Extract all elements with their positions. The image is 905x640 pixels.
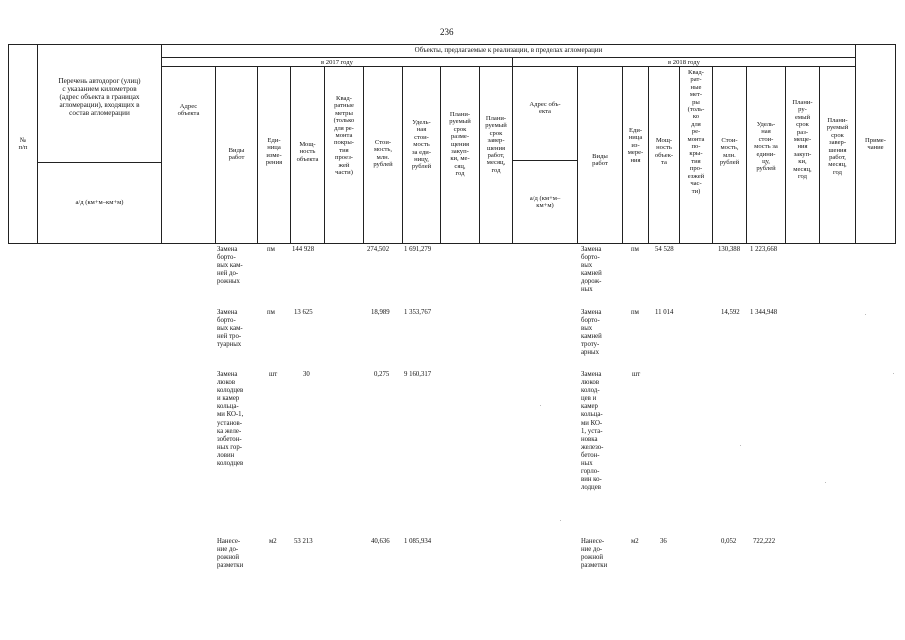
capacity-2017: 53 213: [294, 538, 313, 545]
header-year-2018: в 2018 году: [512, 57, 856, 67]
unit-2017: пм: [267, 309, 275, 316]
header-2018-unit: Еди- ница из- мере- ния: [622, 66, 649, 244]
work-type-2018: Нанесе- ние до- рожной разметки: [581, 538, 608, 570]
header-2017-plan-purchase: Плани- руемый срок разме- щения закуп- ки, ме- сяц, год: [440, 66, 480, 244]
unit-2017: м2: [269, 538, 277, 545]
capacity-2018: 36: [660, 538, 667, 545]
cost-2017: 274,502: [367, 246, 390, 253]
cost-2017: 0,275: [374, 371, 390, 378]
cost-2017: 18,989: [371, 309, 390, 316]
capacity-2018: 54 528: [655, 246, 674, 253]
work-type-2018: Замена люков колод- цев и камер кольца- ми КО- 1, уста- новка железо- бетон- ных горло- вин ко- лодцев: [581, 371, 604, 492]
header-2018-unit-cost: Удель- ная стои- мость за едини- цу, рублей: [746, 66, 786, 244]
scan-speck: [893, 373, 894, 374]
capacity-2018: 11 014: [655, 309, 674, 316]
scan-speck: [825, 482, 826, 483]
cost-2018: 14,592: [721, 309, 740, 316]
header-2018-address-sub: а/д (км+м– км+м): [512, 160, 578, 244]
unit-cost-2018: 1 223,668: [750, 246, 778, 253]
header-2018-address: Адрес объ- екта: [512, 66, 578, 161]
work-type-2017: Замена борто- вых кам- ней до- рожных: [217, 246, 243, 286]
header-2017-capacity: Мощ- ность объекта: [290, 66, 325, 244]
page-number: 236: [440, 27, 454, 37]
cost-2018: 0,052: [721, 538, 737, 545]
header-2017-cost: Стои- мость, млн. рублей: [363, 66, 403, 244]
header-2017-address: Адрес объекта: [161, 66, 216, 244]
header-roads-sub: а/д (км+м–км+м): [37, 162, 162, 244]
header-2017-area: Квад- ратные метры (только для ре- монта покры- тия проез- жей части): [324, 66, 364, 244]
header-2018-capacity: Мощ- ность объек- та: [648, 66, 680, 244]
unit-2017: шт: [269, 371, 278, 378]
header-2017-work: Виды работ: [215, 66, 258, 244]
unit-cost-2018: 722,222: [753, 538, 776, 545]
header-2018-plan-finish: Плани- руемый срок завер- шения работ, месяц, год: [819, 66, 856, 244]
capacity-2017: 13 625: [294, 309, 313, 316]
unit-2018: пм: [631, 246, 639, 253]
header-num: № п/п: [8, 44, 38, 244]
work-type-2017: Замена люков колодцев и камер кольца- ми КО-1, установ- ка желе- зобетон- ных гор- ловин колодцев: [217, 371, 244, 468]
capacity-2017: 144 928: [292, 246, 315, 253]
work-type-2018: Замена борто- вых камней троту- арных: [581, 309, 602, 357]
work-type-2018: Замена борто- вых камней дорож- ных: [581, 246, 602, 294]
unit-2017: пм: [267, 246, 275, 253]
header-group: Объекты, предлагаемые к реализации, в пределах агломерации: [161, 44, 856, 58]
cost-2018: 130,388: [718, 246, 741, 253]
unit-cost-2017: 1 691,279: [404, 246, 432, 253]
header-2018-work: Виды работ: [577, 66, 623, 244]
scan-speck: [560, 520, 561, 521]
header-2017-plan-finish: Плани- руемый срок завер- шения работ, месяц, год: [479, 66, 513, 244]
header-remark: Приме- чание: [855, 44, 896, 244]
scan-speck: [540, 405, 541, 406]
unit-2018: шт: [632, 371, 641, 378]
header-roads: Перечень автодорог (улиц) с указанием километров (адрес объекта в границах агломерации), входящих в состав агломерации: [37, 44, 162, 163]
header-2018-plan-purchase: Плани- ру- емый срок раз- меще- ния закуп- ки, месяц, год: [785, 66, 820, 244]
unit-cost-2018: 1 344,948: [750, 309, 778, 316]
unit-cost-2017: 1 085,934: [404, 538, 432, 545]
work-type-2017: Замена борто- вых кам- ней тро- туарных: [217, 309, 243, 349]
header-2018-cost: Стои- мость, млн. рублей: [712, 66, 747, 244]
unit-cost-2017: 1 353,767: [404, 309, 432, 316]
unit-cost-2017: 9 160,317: [404, 371, 432, 378]
header-year-2017: в 2017 году: [161, 57, 513, 67]
unit-2018: м2: [631, 538, 639, 545]
header-2017-unit-cost: Удель- ная стои- мость за еди- ницу, рублей: [402, 66, 441, 244]
work-type-2017: Нанесе- ние до- рожной разметки: [217, 538, 244, 570]
unit-2018: пм: [631, 309, 639, 316]
scan-speck: [865, 314, 866, 315]
capacity-2017: 30: [303, 371, 310, 378]
header-2018-area: Квад- рат- ные мет- ры (толь- ко для ре- монта по- кры- тия про- езжей час- ти): [679, 66, 713, 244]
header-2017-unit: Еди- ница изме- рения: [257, 66, 291, 244]
scan-speck: [740, 445, 741, 446]
cost-2017: 40,636: [371, 538, 390, 545]
